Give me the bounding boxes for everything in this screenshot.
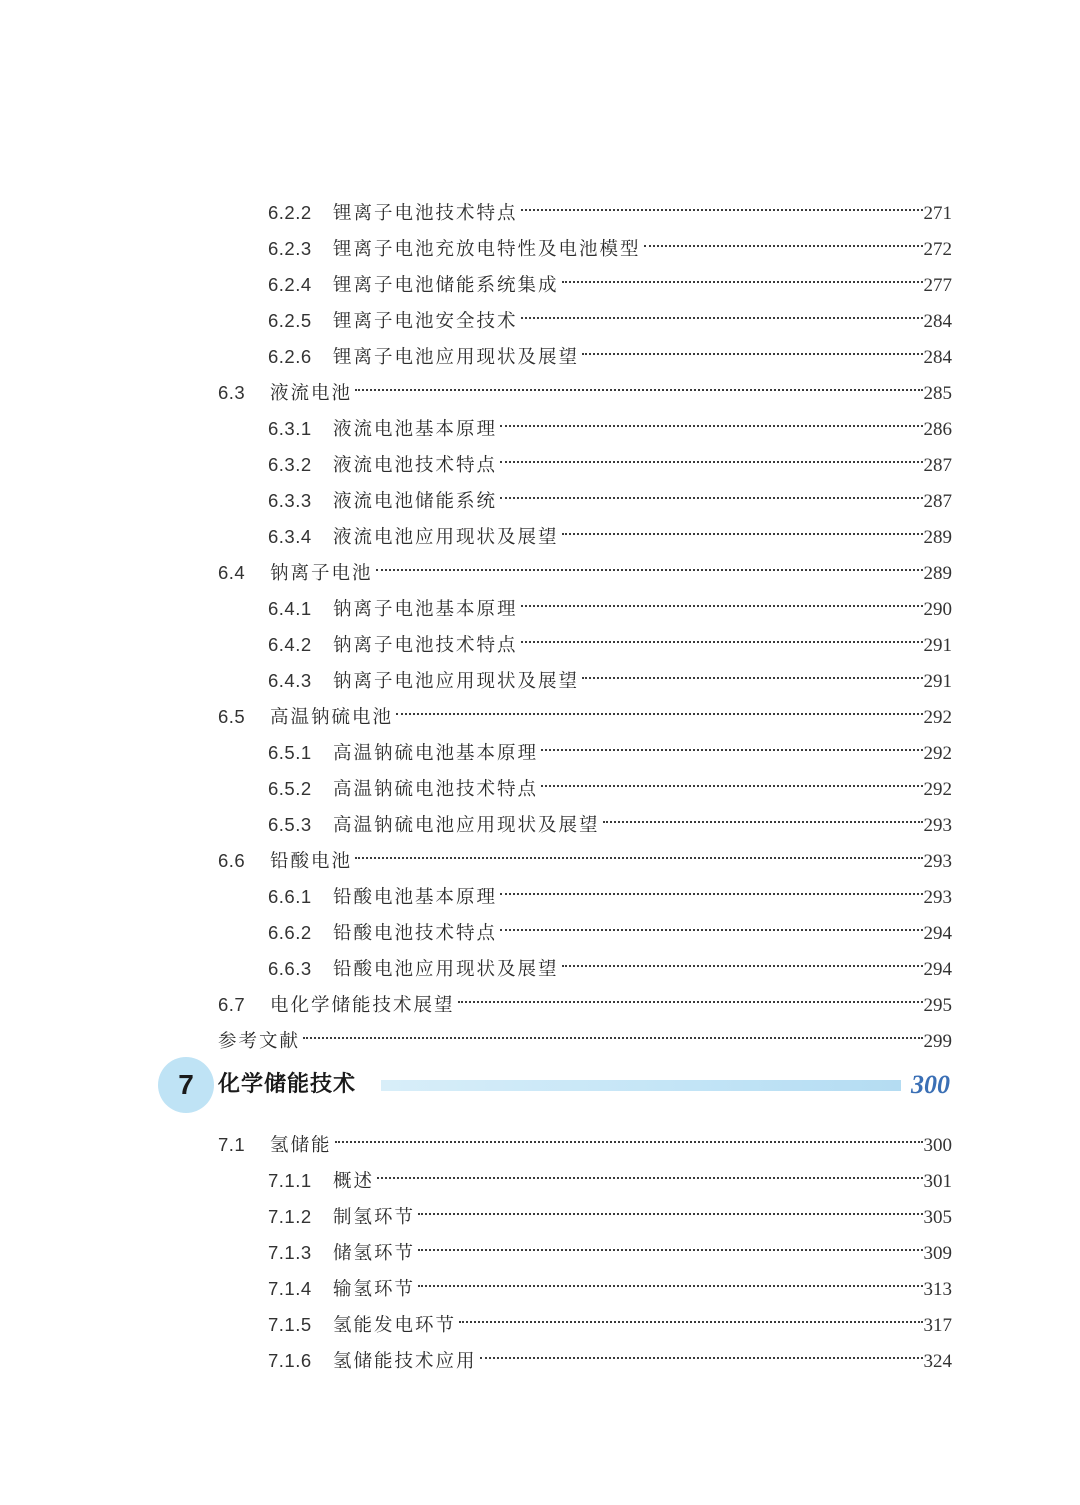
dot-leader <box>560 513 923 543</box>
dot-leader <box>416 1193 922 1223</box>
dot-leader <box>498 909 922 939</box>
toc-entry-number: 6.5.1 <box>268 742 312 763</box>
chapter-title: 化学储能技术 <box>218 1072 357 1097</box>
toc-entry-page: 290 <box>923 599 952 620</box>
toc-entry-title: 高温钠硫电池应用现状及展望 <box>333 815 600 836</box>
toc-entry[interactable] <box>268 1301 952 1336</box>
toc-entry[interactable] <box>218 369 952 404</box>
toc-entry-number: 6.3.3 <box>268 490 312 511</box>
toc-entry-title: 高温钠硫电池技术特点 <box>333 779 539 800</box>
chapter-number: 7 <box>178 1069 194 1100</box>
toc-entry-number: 7.1.5 <box>268 1314 312 1335</box>
dot-leader <box>353 369 922 399</box>
dot-leader <box>539 729 922 759</box>
toc-entry[interactable] <box>218 693 952 728</box>
toc-entry-page: 287 <box>923 455 952 476</box>
dot-leader <box>498 873 922 903</box>
toc-entry-page: 284 <box>923 347 952 368</box>
toc-entry-title: 储氢环节 <box>333 1243 416 1264</box>
dot-leader <box>301 1017 922 1047</box>
toc-entry-page: 293 <box>923 887 952 908</box>
toc-entry[interactable] <box>268 765 952 800</box>
toc-entry-number: 6.5.2 <box>268 778 312 799</box>
toc-entry[interactable] <box>218 549 952 584</box>
toc-entry-number: 6.2.5 <box>268 310 312 331</box>
toc-entry-number: 6.3 <box>218 382 246 403</box>
toc-entry-page: 317 <box>923 1315 952 1336</box>
toc-entry-page: 293 <box>923 851 952 872</box>
toc-entry[interactable] <box>218 837 952 872</box>
toc-entry[interactable] <box>268 477 952 512</box>
chapter-decorative-bar <box>381 1080 901 1091</box>
toc-entry-title: 液流电池储能系统 <box>333 491 498 512</box>
toc-entry[interactable] <box>268 1265 952 1300</box>
toc-entry-number: 6.3.1 <box>268 418 312 439</box>
toc-entry[interactable] <box>268 261 952 296</box>
toc-entry[interactable] <box>268 1157 952 1192</box>
toc-entry-page: 305 <box>923 1207 952 1228</box>
toc-entry[interactable] <box>268 441 952 476</box>
dot-leader <box>374 549 923 579</box>
dot-leader <box>519 621 923 651</box>
toc-entry-page: 286 <box>923 419 952 440</box>
toc-entry[interactable] <box>218 981 952 1016</box>
toc-entry-page: 301 <box>923 1171 952 1192</box>
dot-leader <box>457 1301 922 1331</box>
toc-entry[interactable] <box>268 873 952 908</box>
dot-leader <box>580 657 922 687</box>
toc-entry[interactable] <box>268 225 952 260</box>
toc-entry-title: 钠离子电池技术特点 <box>333 635 518 656</box>
dot-leader <box>375 1157 922 1187</box>
dot-leader <box>416 1265 922 1295</box>
toc-entry-page: 299 <box>923 1031 952 1052</box>
toc-entry-page: 324 <box>923 1351 952 1372</box>
toc-entry-page: 309 <box>923 1243 952 1264</box>
toc-entry-page: 300 <box>923 1135 952 1156</box>
toc-entry-page: 292 <box>923 707 952 728</box>
toc-entry-number: 7.1.1 <box>268 1170 312 1191</box>
toc-entry-number: 7.1.4 <box>268 1278 312 1299</box>
dot-leader <box>560 261 923 291</box>
toc-entry-page: 292 <box>923 779 952 800</box>
chapter-number-badge <box>158 1057 214 1113</box>
dot-leader <box>498 441 922 471</box>
toc-entry-title: 铅酸电池技术特点 <box>333 923 498 944</box>
toc-entry-title: 氢储能技术应用 <box>333 1351 477 1372</box>
toc-entry[interactable] <box>268 801 952 836</box>
toc-entry[interactable] <box>268 297 952 332</box>
dot-leader <box>601 801 923 831</box>
toc-entry[interactable] <box>268 729 952 764</box>
toc-entry-title: 液流电池基本原理 <box>333 419 498 440</box>
toc-entry[interactable] <box>268 1337 952 1372</box>
toc-entry-page: 289 <box>923 527 952 548</box>
dot-leader <box>353 837 922 867</box>
toc-entry-number: 6.4.2 <box>268 634 312 655</box>
toc-entry[interactable] <box>268 657 952 692</box>
toc-entry-title: 参考文献 <box>218 1031 301 1052</box>
dot-leader <box>498 405 922 435</box>
toc-entry-number: 7.1.3 <box>268 1242 312 1263</box>
toc-entry-page: 272 <box>923 239 952 260</box>
toc-entry-page: 285 <box>923 383 952 404</box>
toc-entry-page: 287 <box>923 491 952 512</box>
dot-leader <box>642 225 923 255</box>
toc-entry-number: 6.2.6 <box>268 346 312 367</box>
toc-entry[interactable] <box>268 1229 952 1264</box>
toc-entry[interactable] <box>268 513 952 548</box>
toc-entry-number: 6.4.1 <box>268 598 312 619</box>
toc-entry-title: 输氢环节 <box>333 1279 416 1300</box>
dot-leader <box>519 189 923 219</box>
toc-entry-title: 液流电池 <box>270 383 353 404</box>
toc-entry-title: 氢能发电环节 <box>333 1315 457 1336</box>
toc-entry-page: 293 <box>923 815 952 836</box>
toc-entry-number: 6.2.4 <box>268 274 312 295</box>
toc-entry[interactable] <box>268 1193 952 1228</box>
toc-entry-page: 291 <box>923 671 952 692</box>
dot-leader <box>519 585 923 615</box>
toc-entry-title: 锂离子电池储能系统集成 <box>333 275 559 296</box>
toc-entry-number: 7.1.2 <box>268 1206 312 1227</box>
toc-entry[interactable] <box>268 405 952 440</box>
toc-entry-title: 锂离子电池充放电特性及电池模型 <box>333 239 641 260</box>
toc-entry-title: 高温钠硫电池基本原理 <box>333 743 539 764</box>
toc-entry-number: 6.2.3 <box>268 238 312 259</box>
toc-entry-page: 294 <box>923 923 952 944</box>
chapter-heading[interactable] <box>158 1057 958 1113</box>
toc-entry-title: 钠离子电池应用现状及展望 <box>333 671 580 692</box>
dot-leader <box>539 765 922 795</box>
toc-entry-number: 6.3.2 <box>268 454 312 475</box>
toc-entry-page: 295 <box>923 995 952 1016</box>
toc-entry-number: 6.3.4 <box>268 526 312 547</box>
toc-entry-title: 锂离子电池应用现状及展望 <box>333 347 580 368</box>
toc-entry-number: 6.6.1 <box>268 886 312 907</box>
toc-entry[interactable] <box>268 189 952 224</box>
toc-entry-title: 氢储能 <box>270 1135 332 1156</box>
dot-leader <box>333 1121 923 1151</box>
toc-entry-number: 6.4 <box>218 562 246 583</box>
toc-entry-page: 284 <box>923 311 952 332</box>
dot-leader <box>416 1229 922 1259</box>
toc-entry[interactable] <box>268 909 952 944</box>
toc-entry-title: 高温钠硫电池 <box>270 707 394 728</box>
dot-leader <box>478 1337 923 1367</box>
toc-entry-page: 277 <box>923 275 952 296</box>
toc-entry[interactable] <box>268 333 952 368</box>
toc-entry-number: 7.1.6 <box>268 1350 312 1371</box>
toc-entry-page: 289 <box>923 563 952 584</box>
toc-entry[interactable] <box>218 1121 952 1156</box>
toc-entry-number: 7.1 <box>218 1134 246 1155</box>
toc-entry-title: 锂离子电池技术特点 <box>333 203 518 224</box>
toc-entry-page: 294 <box>923 959 952 980</box>
dot-leader <box>498 477 922 507</box>
toc-entry-title: 制氢环节 <box>333 1207 416 1228</box>
toc-entry-title: 概述 <box>333 1171 375 1192</box>
dot-leader <box>394 693 922 723</box>
toc-entry-title: 液流电池技术特点 <box>333 455 498 476</box>
toc-entry[interactable] <box>268 621 952 656</box>
toc-entry-number: 6.6.2 <box>268 922 312 943</box>
toc-entry[interactable] <box>218 1017 952 1052</box>
toc-entry-title: 电化学储能技术展望 <box>270 995 455 1016</box>
toc-entry-page: 271 <box>923 203 952 224</box>
toc-entry-page: 291 <box>923 635 952 656</box>
toc-entry[interactable] <box>268 585 952 620</box>
toc-entry-title: 钠离子电池 <box>270 563 373 584</box>
chapter-page-number: 300 <box>911 1070 950 1099</box>
toc-entry[interactable] <box>268 945 952 980</box>
dot-leader <box>456 981 923 1011</box>
toc-entry-number: 6.7 <box>218 994 246 1015</box>
toc-entry-number: 6.4.3 <box>268 670 312 691</box>
toc-entry-number: 6.6.3 <box>268 958 312 979</box>
toc-entry-title: 液流电池应用现状及展望 <box>333 527 559 548</box>
dot-leader <box>580 333 922 363</box>
toc-entry-title: 铅酸电池 <box>270 851 353 872</box>
dot-leader <box>519 297 923 327</box>
toc-entry-number: 6.6 <box>218 850 246 871</box>
toc-entry-number: 6.5.3 <box>268 814 312 835</box>
dot-leader <box>560 945 923 975</box>
toc-entry-number: 6.5 <box>218 706 246 727</box>
toc-entry-title: 锂离子电池安全技术 <box>333 311 518 332</box>
toc-entry-page: 292 <box>923 743 952 764</box>
toc-entry-title: 铅酸电池基本原理 <box>333 887 498 908</box>
toc-entry-title: 铅酸电池应用现状及展望 <box>333 959 559 980</box>
toc-entry-number: 6.2.2 <box>268 202 312 223</box>
toc-entry-page: 313 <box>923 1279 952 1300</box>
toc-entry-title: 钠离子电池基本原理 <box>333 599 518 620</box>
